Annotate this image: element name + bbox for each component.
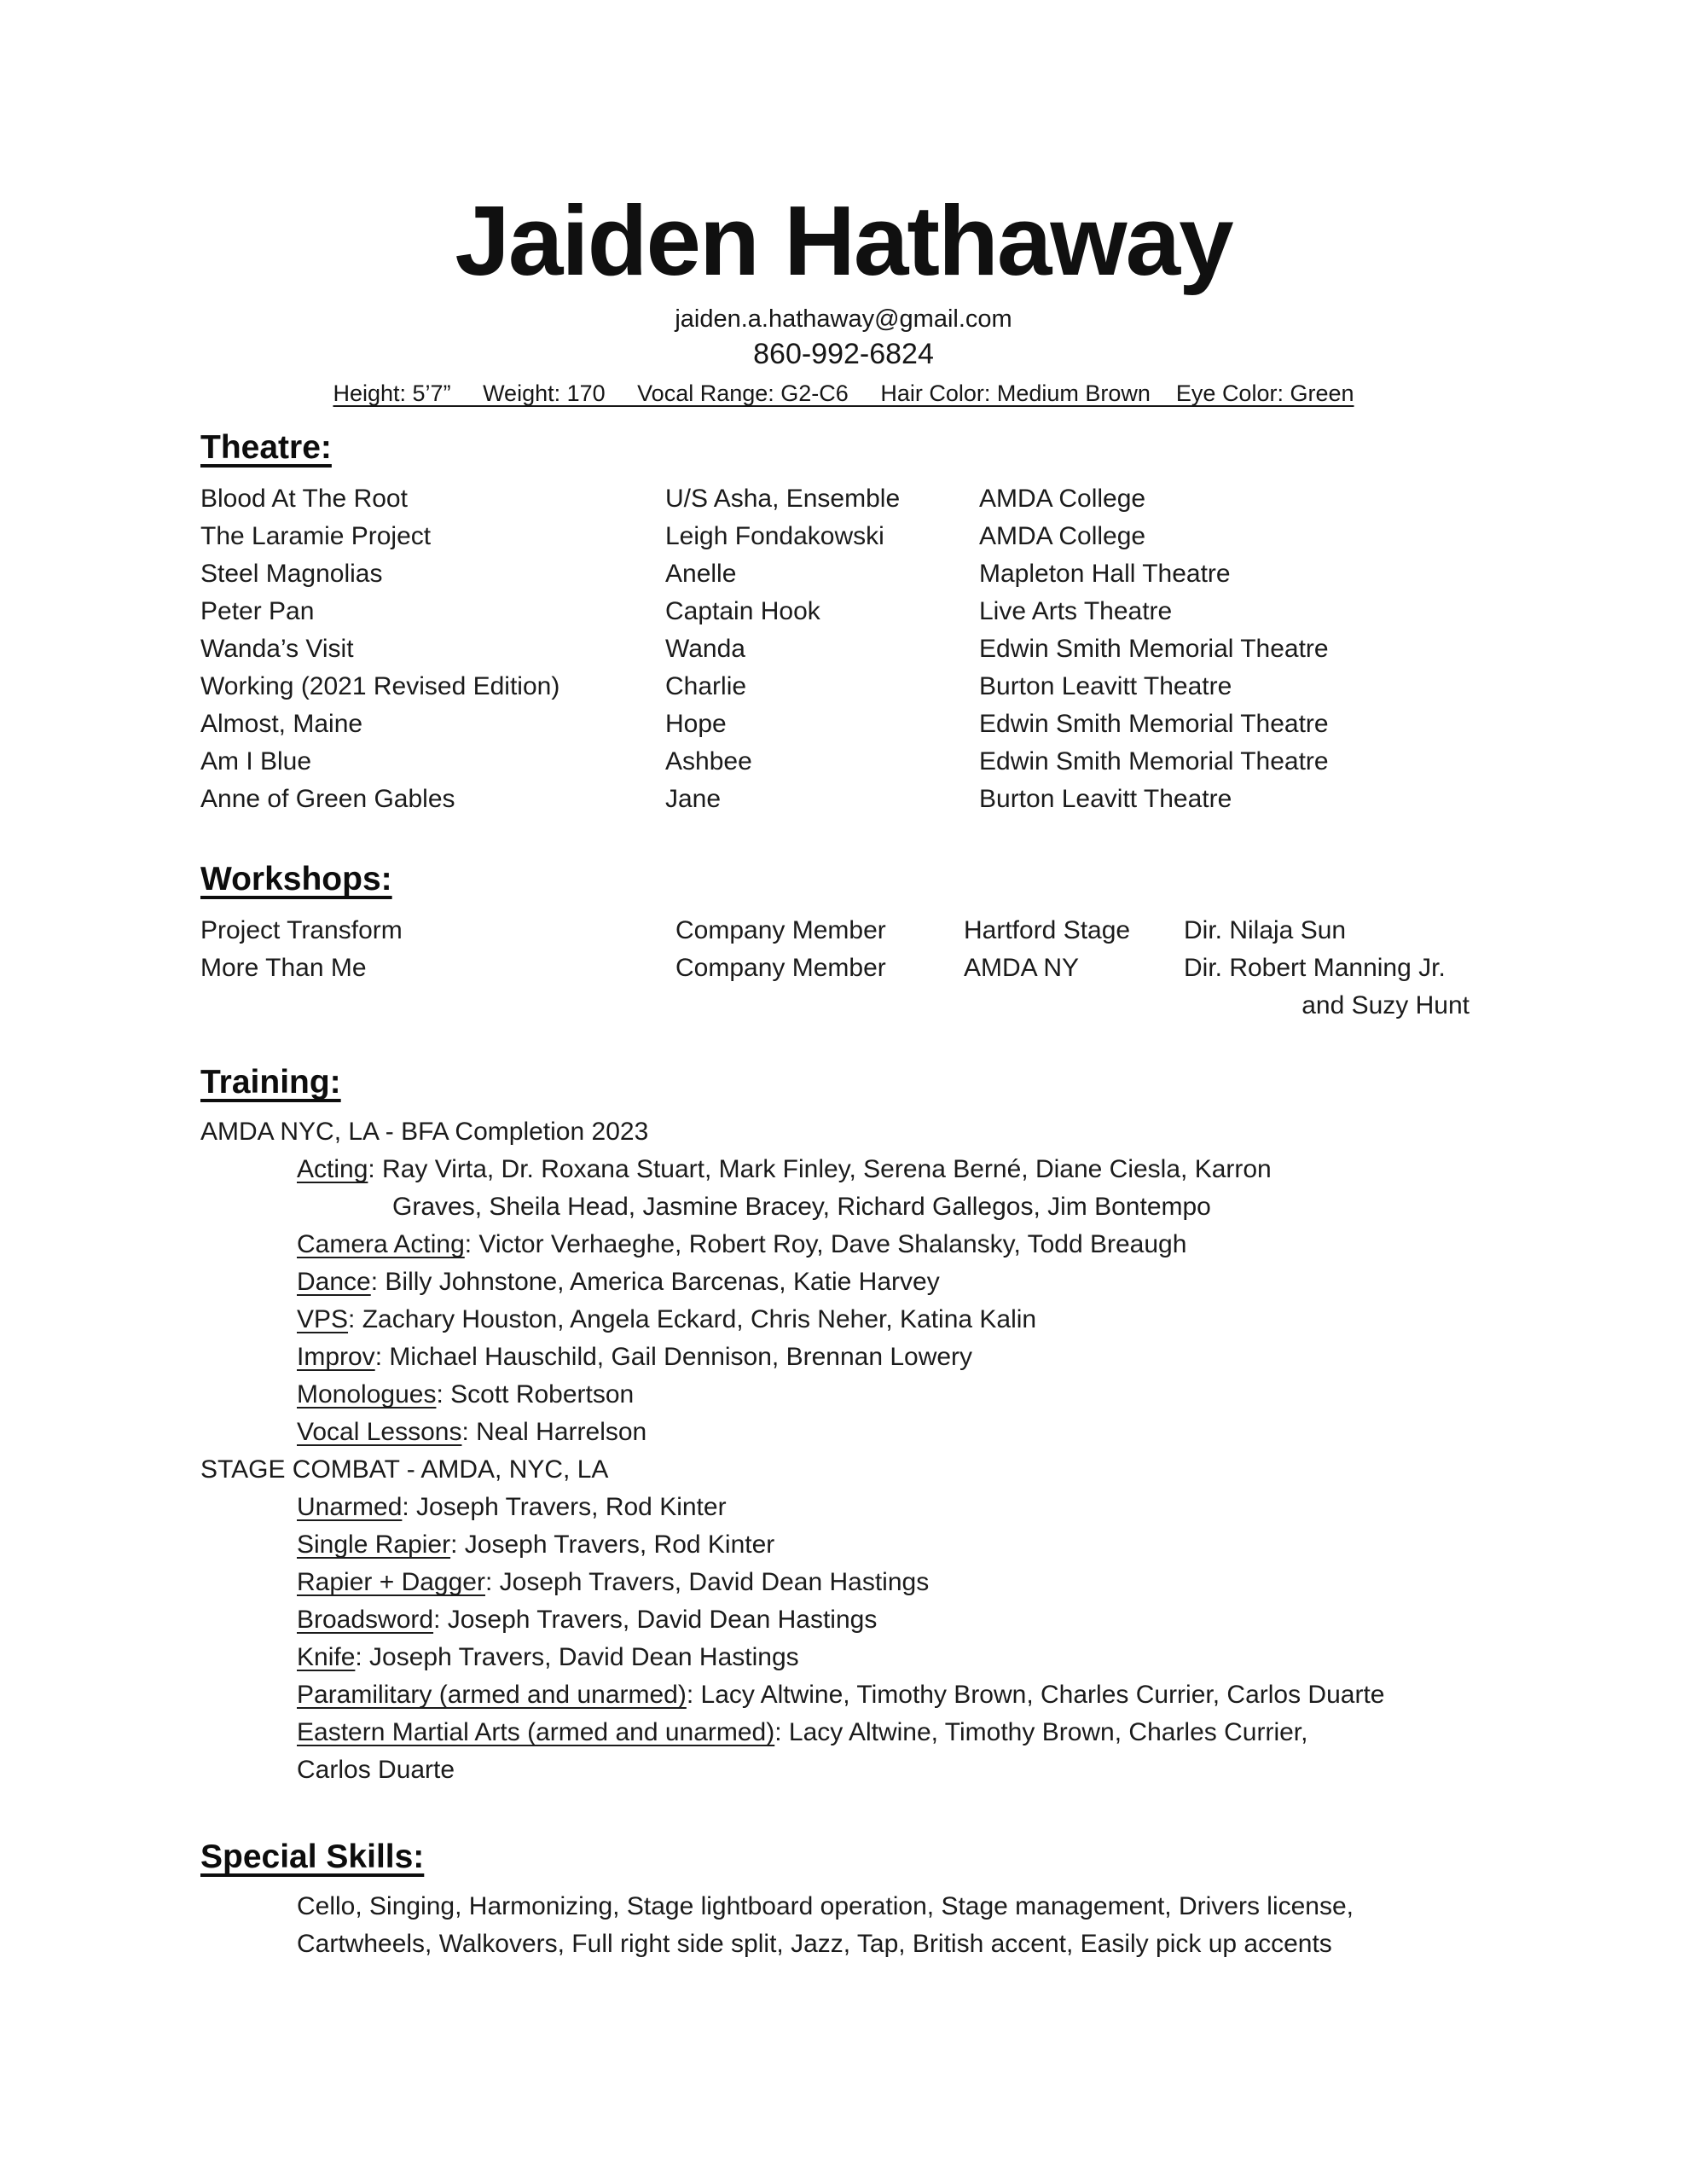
section-workshops: [200, 861, 1593, 1025]
training-label: Improv: [297, 1342, 375, 1371]
training-label: Camera Acting: [297, 1229, 465, 1258]
skills-line: Cello, Singing, Harmonizing, Stage lightboard operation, Stage management, Drivers license,: [297, 1891, 1354, 1920]
training-item: [200, 1339, 1593, 1376]
workshops-table: [200, 912, 1593, 1025]
venue: AMDA College: [979, 521, 1146, 550]
training-names: : Zachary Houston, Angela Eckard, Chris Neher, Katina Kalin: [348, 1304, 1037, 1333]
section-theatre: [200, 429, 1593, 818]
theatre-row: [200, 555, 1593, 593]
training-item: [200, 1489, 1593, 1526]
training-item: [200, 1639, 1593, 1676]
training-names: : Joseph Travers, Rod Kinter: [450, 1530, 775, 1559]
training-names: : Michael Hauschild, Gail Dennison, Brennan Lowery: [374, 1342, 973, 1371]
theatre-row: [200, 743, 1593, 781]
training-item: [200, 1714, 1593, 1751]
training-label: Vocal Lessons: [297, 1417, 462, 1446]
theatre-heading: Theatre:: [200, 428, 332, 466]
training-names: : Scott Robertson: [436, 1380, 635, 1409]
role: Anelle: [665, 559, 737, 588]
play-title: The Laramie Project: [200, 521, 432, 550]
page-title: Jaiden Hathaway: [455, 185, 1232, 296]
play-title: Almost, Maine: [200, 709, 363, 738]
director-line2: and Suzy Hunt: [1301, 990, 1470, 1019]
theatre-row: [200, 593, 1593, 630]
director-line1: Dir. Robert Manning Jr.: [1184, 953, 1446, 982]
training-group-title: STAGE COMBAT - AMDA, NYC, LA: [200, 1455, 609, 1484]
theatre-row: [200, 706, 1593, 743]
training-item: [200, 1676, 1593, 1714]
member-role: Company Member: [675, 915, 886, 944]
training-names: : Joseph Travers, Rod Kinter: [402, 1492, 727, 1521]
skills-line: Cartwheels, Walkovers, Full right side split, Jazz, Tap, British accent, Easily pick up accents: [297, 1929, 1332, 1958]
training-heading: Training:: [200, 1063, 341, 1101]
training-label: Unarmed: [297, 1492, 403, 1521]
training-label: Paramilitary (armed and unarmed): [297, 1680, 687, 1709]
training-item: [200, 1601, 1593, 1639]
play-title: Blood At The Root: [200, 484, 408, 513]
role: Charlie: [665, 671, 747, 700]
training-group-title: AMDA NYC, LA - BFA Completion 2023: [200, 1117, 649, 1146]
venue: Edwin Smith Memorial Theatre: [979, 634, 1329, 663]
training-list: [200, 1113, 1593, 1789]
training-names: : Billy Johnstone, America Barcenas, Katie Harvey: [370, 1267, 940, 1296]
section-special-skills: [200, 1838, 1593, 1963]
member-role: Company Member: [675, 953, 886, 982]
training-names: : Neal Harrelson: [461, 1417, 647, 1446]
play-title: Steel Magnolias: [200, 559, 383, 588]
skills-list: [200, 1888, 1593, 1963]
training-item: [200, 1226, 1593, 1263]
role: Hope: [665, 709, 727, 738]
training-label: VPS: [297, 1304, 349, 1333]
workshop-title: More Than Me: [200, 953, 367, 982]
play-title: Peter Pan: [200, 596, 315, 625]
training-item-continuation: Carlos Duarte: [297, 1755, 455, 1784]
theatre-row: [200, 630, 1593, 668]
training-label: Eastern Martial Arts (armed and unarmed): [297, 1717, 775, 1746]
theatre-row: [200, 480, 1593, 518]
venue: AMDA NY: [964, 953, 1080, 982]
role: Leigh Fondakowski: [665, 521, 884, 550]
training-names: : Joseph Travers, David Dean Hastings: [355, 1642, 799, 1671]
theatre-row: [200, 781, 1593, 818]
role: Jane: [665, 784, 722, 813]
training-names: : Joseph Travers, David Dean Hastings: [433, 1605, 878, 1634]
contact-phone: 860-992-6824: [753, 337, 934, 370]
vitals-line: [0, 380, 1687, 407]
venue: Edwin Smith Memorial Theatre: [979, 709, 1329, 738]
venue: Hartford Stage: [964, 915, 1131, 944]
role: Wanda: [665, 634, 745, 663]
play-title: Wanda’s Visit: [200, 634, 354, 663]
training-label: Knife: [297, 1642, 356, 1671]
vitals-text: Height: 5’7” Weight: 170 Vocal Range: G2-C6 Hair Color: Medium Brown Eye Color: Green: [333, 380, 1354, 406]
training-item: [200, 1414, 1593, 1451]
training-label: Dance: [297, 1267, 371, 1296]
venue: AMDA College: [979, 484, 1146, 513]
role: U/S Asha, Ensemble: [665, 484, 901, 513]
training-names: : Victor Verhaeghe, Robert Roy, Dave Shalansky, Todd Breaugh: [464, 1229, 1187, 1258]
role: Ashbee: [665, 746, 752, 775]
training-item: [200, 1376, 1593, 1414]
role: Captain Hook: [665, 596, 820, 625]
play-title: Am I Blue: [200, 746, 312, 775]
training-names: : Ray Virta, Dr. Roxana Stuart, Mark Finley, Serena Berné, Diane Ciesla, Karron: [368, 1154, 1272, 1183]
play-title: Anne of Green Gables: [200, 784, 455, 813]
training-item: [200, 1151, 1593, 1188]
training-item: [200, 1526, 1593, 1564]
training-label: Single Rapier: [297, 1530, 451, 1559]
venue: Edwin Smith Memorial Theatre: [979, 746, 1329, 775]
theatre-table: [200, 480, 1593, 818]
theatre-row: [200, 518, 1593, 555]
training-names: : Lacy Altwine, Timothy Brown, Charles Currier,: [774, 1717, 1308, 1746]
contact-email: jaiden.a.hathaway@gmail.com: [675, 305, 1012, 333]
workshop-row: [200, 950, 1593, 1025]
training-label: Broadsword: [297, 1605, 434, 1634]
workshops-heading: Workshops:: [200, 860, 392, 897]
training-label: Rapier + Dagger: [297, 1567, 485, 1596]
director: Dir. Nilaja Sun: [1184, 915, 1347, 944]
training-label: Acting: [297, 1154, 368, 1183]
workshop-title: Project Transform: [200, 915, 403, 944]
venue: Burton Leavitt Theatre: [979, 784, 1232, 813]
director: [1184, 950, 1470, 1025]
play-title: Working (2021 Revised Edition): [200, 671, 560, 700]
training-names: : Lacy Altwine, Timothy Brown, Charles Currier, Carlos Duarte: [686, 1680, 1385, 1709]
training-label: Monologues: [297, 1380, 437, 1409]
training-names: : Joseph Travers, David Dean Hastings: [484, 1567, 930, 1596]
theatre-row: [200, 668, 1593, 706]
venue: Mapleton Hall Theatre: [979, 559, 1231, 588]
training-item: [200, 1564, 1593, 1601]
training-item-continuation: Graves, Sheila Head, Jasmine Bracey, Richard Gallegos, Jim Bontempo: [392, 1192, 1211, 1221]
section-training: [200, 1064, 1593, 1789]
venue: Live Arts Theatre: [979, 596, 1173, 625]
special-skills-heading: Special Skills:: [200, 1838, 425, 1875]
training-item: [200, 1263, 1593, 1301]
training-item: [200, 1301, 1593, 1339]
venue: Burton Leavitt Theatre: [979, 671, 1232, 700]
resume-header: [0, 0, 1687, 407]
workshop-row: [200, 912, 1593, 950]
